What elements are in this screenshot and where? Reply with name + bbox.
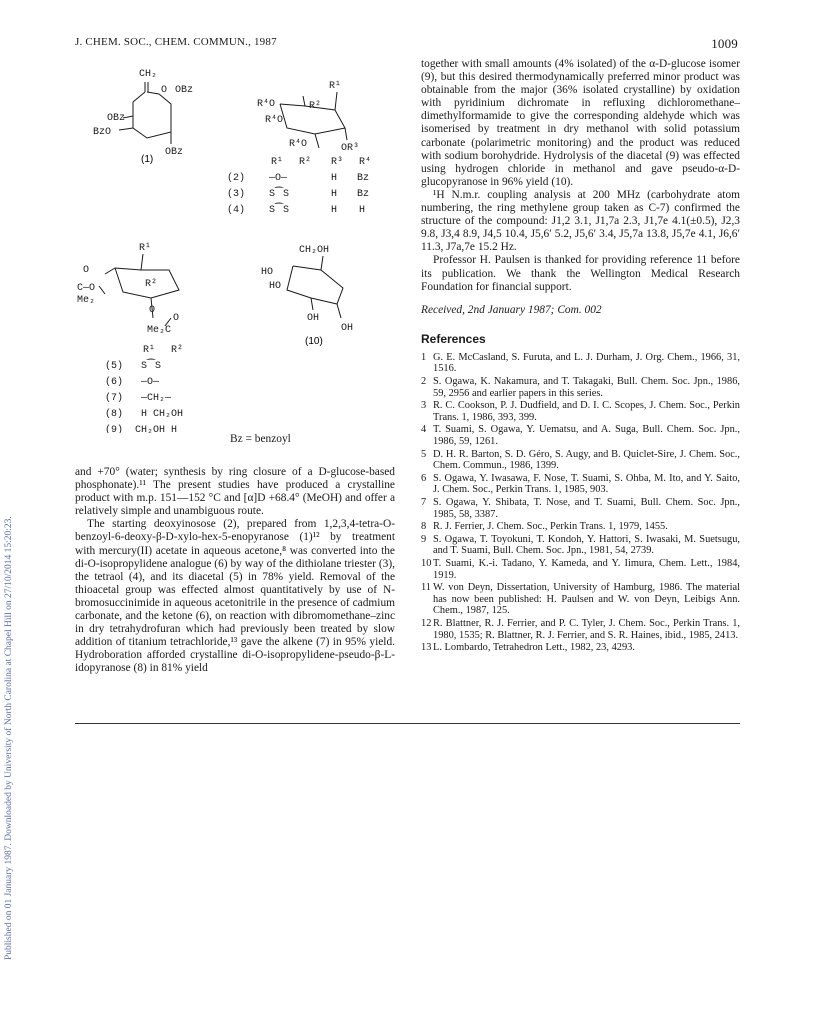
compound-label-10: (10) [305, 336, 323, 347]
reference-item [421, 521, 740, 533]
table-b-cell: —O— [141, 377, 160, 388]
atom-r1: R¹ [329, 81, 342, 92]
figure-note: Bz = benzoyl [230, 433, 291, 445]
received-date: Received, 2nd January 1987; Com. 002 [421, 303, 602, 316]
table-a-cell: —O— [269, 173, 288, 184]
reference-text: L. Lombardo, Tetrahedron Lett., 1982, 23, 4293. [433, 642, 635, 654]
reference-item [421, 534, 740, 557]
reference-item [421, 424, 740, 447]
reference-item [421, 400, 740, 423]
atom-o: O [173, 313, 180, 324]
reference-number: 2 [421, 376, 427, 388]
table-a-cell: H [331, 189, 338, 200]
reference-item [421, 582, 740, 617]
reference-text: R. J. Ferrier, J. Chem. Soc., Perkin Trans. 1, 1979, 1455. [433, 521, 668, 533]
body-paragraph: together with small amounts (4% isolated) of the α-D-glucose isomer (9), but this desired thermodynamically preferred minor product was obtainable from the major (36% isolated crystalline) by oxidation with pyridinium dichromate in refluxing dichloromethane–dimethylformamide to give the corresponding aldehyde which was isomerised by treatment in dry methanol with solid potassium carbonate (polarimetric monitoring) and the product was reduced with sodium borohydride. Hydrolysis of the diacetal (9) was effected using hydrogen chloride in methanol and gave pseudo-α-D-glucopyranose in 96% yield (10). [421, 58, 740, 188]
atom-o: O [149, 305, 156, 316]
body-paragraph: ¹H N.m.r. coupling analysis at 200 MHz (carbohydrate atom numbering, the ring methylene group taken as C-7) confirmed the structure of the compound: J1,2 3.1, J1,7a 2.3, J1,7e 4.1(±0.5), J2,3 9.8, J3,4 8.9, J4,5 10.4, J5,6′ 5.2, J5,6′ 3.4, J5,7a 13.8, J5,7e 4.1, J6,6′ 11.3, J7a,7e 15.2 Hz. [421, 188, 740, 254]
references-heading: References [421, 331, 486, 346]
atom-r4o: R⁴O [265, 115, 284, 126]
reference-text: S. Ogawa, Y. Shibata, T. Nose, and T. Suami, Bull. Chem. Soc. Jpn., 1985, 58, 3387. [433, 497, 740, 520]
atom-r2: R² [145, 279, 158, 290]
reference-number: 10 [421, 557, 432, 569]
atom-oh: OH [307, 313, 320, 324]
table-b-cell: —CH₂— [141, 393, 172, 404]
atom-r2: R² [309, 101, 322, 112]
compound-label-1: (1) [141, 154, 154, 165]
references-list [421, 352, 740, 654]
reference-number: 3 [421, 400, 427, 412]
reference-number: 9 [421, 533, 427, 545]
right-column [421, 58, 740, 655]
chemical-structures-figure [75, 58, 405, 433]
table-a-header: R² [299, 157, 312, 168]
table-a-header: R³ [331, 157, 344, 168]
table-b-cell: CH₂OH H [135, 425, 178, 433]
atom-o: O [83, 265, 90, 276]
table-a-cell: (2) [227, 173, 246, 184]
reference-number: 7 [421, 497, 427, 508]
atom-me2c: Me₂C [147, 325, 172, 336]
reference-text: R. C. Cookson, P. J. Dudfield, and D. I. C. Scopes, J. Chem. Soc., Perkin Trans. 1, 1986, 393, 399. [433, 400, 740, 423]
reference-text: T. Suami, K.-i. Tadano, Y. Kameda, and Y. Iimura, Chem. Lett., 1984, 1919. [433, 557, 740, 581]
table-b-cell: S⁀S [141, 361, 162, 372]
table-a-header: R⁴ [359, 157, 372, 168]
reference-item [421, 642, 740, 654]
atom-ho: HO [269, 281, 282, 292]
running-header: J. CHEM. SOC., CHEM. COMMUN., 1987 [75, 36, 277, 48]
table-a-cell: H [359, 205, 366, 216]
table-a-cell: (4) [227, 205, 246, 216]
table-b-cell: (5) [105, 361, 124, 372]
atom-ho: HO [261, 267, 274, 278]
reference-item [421, 618, 740, 641]
table-a-cell: H [331, 173, 338, 184]
page-bottom-rule [75, 723, 740, 724]
atom-r3: OR³ [341, 143, 360, 154]
reference-item [421, 473, 740, 496]
atom-r4o: R⁴O [257, 99, 276, 110]
page-number: 1009 [711, 36, 738, 51]
atom-obz: OBz [175, 85, 194, 96]
atom-obz: OBz [165, 147, 184, 158]
reference-text: S. Ogawa, T. Toyokuni, T. Kondoh, Y. Hattori, S. Iwasaki, M. Suetsugu, and T. Suami, Bull. Chem. Soc. Jpn., 1981, 54, 2739. [433, 533, 740, 557]
atom-bzo: BzO [93, 127, 112, 138]
atom-ch2oh: CH₂OH [299, 245, 330, 256]
table-a-cell: Bz [357, 173, 370, 184]
table-b-cell: (7) [105, 393, 124, 404]
reference-number: 1 [421, 351, 427, 363]
reference-number: 4 [421, 424, 427, 436]
table-a-cell: S⁀S [269, 205, 290, 216]
reference-number: 12 [421, 617, 432, 629]
reference-number: 6 [421, 472, 427, 484]
atom-r1: R¹ [139, 243, 152, 254]
reference-number: 11 [421, 582, 432, 594]
reference-text: T. Suami, S. Ogawa, Y. Uematsu, and A. Suga, Bull. Chem. Soc. Jpn., 1986, 59, 1261. [433, 424, 740, 448]
atom-oh: OH [341, 323, 354, 334]
reference-text: S. Ogawa, K. Nakamura, and T. Takagaki, Bull. Chem. Soc. Jpn., 1986, 59, 2956 and earlier papers in this series. [433, 376, 740, 399]
atom-c-o: C—O [77, 283, 96, 294]
atom-me2: Me₂ [77, 295, 96, 306]
reference-text: R. Blattner, R. J. Ferrier, and P. C. Tyler, J. Chem. Soc., Perkin Trans. 1, 1980, 1535; R. Blattner, R. J. Ferrier, and S. R. Haines, ibid., 1985, 2413. [433, 617, 740, 641]
reference-item [421, 376, 740, 399]
table-b-cell: (8) [105, 409, 124, 420]
atom-r4o: R⁴O [289, 139, 308, 150]
reference-number: 13 [421, 642, 432, 654]
table-b-cell: (9) [105, 425, 124, 433]
left-column [75, 466, 395, 676]
acknowledgement-paragraph: Professor H. Paulsen is thanked for providing reference 11 before its publication. We thank the Wellington Medical Research Foundation for financial support. [421, 254, 740, 293]
body-paragraph: and +70° (water; synthesis by ring closure of a D-glucose-based phosphonate).¹¹ The present studies have produced a crystalline product with m.p. 151—152 °C and [α]D +68.4° (MeOH) and offer a relatively simple and unambiguous route. [75, 466, 395, 518]
atom-obz: OBz [107, 113, 126, 124]
reference-number: 8 [421, 521, 427, 533]
table-a-header: R¹ [271, 157, 284, 168]
reference-text: G. E. McCasland, S. Furuta, and L. J. Durham, J. Org. Chem., 1966, 31, 1516. [433, 351, 740, 375]
reference-item [421, 558, 740, 581]
reference-item [421, 497, 740, 520]
download-side-note: Published on 01 January 1987. Downloaded by University of North Carolina at Chapel Hill on 27/10/2014 15:20:23. [4, 516, 14, 960]
reference-text: D. H. R. Barton, S. D. Géro, S. Augy, and B. Quiclet-Sire, J. Chem. Soc., Chem. Commun., 1986, 1399. [433, 448, 740, 472]
table-b-header: R¹ [143, 345, 156, 356]
body-paragraph: The starting deoxyinosose (2), prepared from 1,2,3,4-tetra-O-benzoyl-6-deoxy-β-D-xylo-hex-5-enopyranose (1)¹² by treatment with mercury(II) acetate in aqueous acetone,⁸ was converted into the di-O-isopropylidene analogue (6) by way of the dithiolane triester (3), the tetraol (4), and its diacetal (5) in 78% yield. Removal of the thioacetal group was effected almost quantitatively by use of N-bromosuccinimide in aqueous acetonitrile in the presence of cadmium carbonate, and the ketone (6), on reaction with dibromomethane–zinc in dry tetrahydrofuran which had previously been treated by slow addition of titanium tetrachloride,¹³ gave the alkene (7) in 95% yield. Hydroboration afforded crystalline di-O-isopropylidene-pseudo-β-L-idopyranose (8) in 81% yield [75, 518, 395, 675]
reference-text: S. Ogawa, Y. Iwasawa, F. Nose, T. Suami, S. Ohba, M. Ito, and Y. Saito, J. Chem. Soc., Perkin Trans. 1, 1985, 903. [433, 472, 740, 496]
reference-number: 5 [421, 448, 427, 460]
table-a-cell: H [331, 205, 338, 216]
table-b-header: R² [171, 345, 184, 356]
atom-ch2: CH₂ [139, 69, 158, 80]
table-b-cell: H CH₂OH [141, 409, 184, 420]
table-a-cell: S⁀S [269, 189, 290, 200]
reference-text: W. von Deyn, Dissertation, University of Hamburg, 1986. The material has now been published: H. Paulsen and W. von Deyn, Leibigs Ann. Chem., 1987, 125. [433, 582, 740, 617]
table-a-cell: Bz [357, 189, 370, 200]
table-a-cell: (3) [227, 189, 246, 200]
table-b-cell: (6) [105, 377, 124, 388]
reference-item [421, 449, 740, 472]
reference-item [421, 352, 740, 375]
atom-o: O [161, 85, 168, 96]
